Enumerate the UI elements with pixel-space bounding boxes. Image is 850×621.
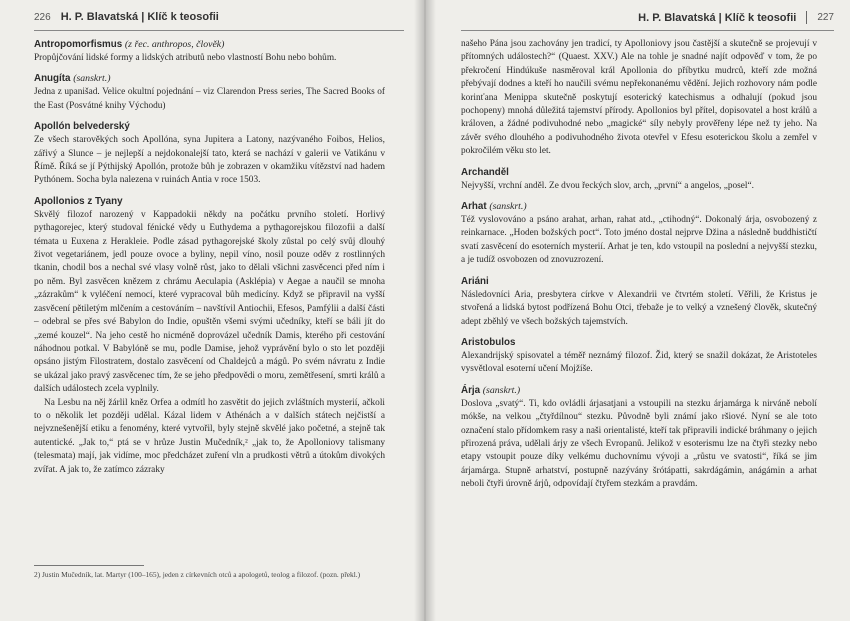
continued-paragraph: našeho Pána jsou zachovány jen tradicí, ty Apolloniovy jsou častější a skutečně se projevují v přítomných událostech?“ (Quaest. XXV.) Ale na tohle je snadné najít odpověď v tom, že po překročení Hindúkuše nasměroval král Apollonia do příbytku mudrců, kteří zde možná přebývají dodnes a kteří ho naučili svému nepřekonanému vědění. Jejich rozhovory nám podle korinťana Menippa skutečně poskytují esoterický katechismus a odhalují (pokud jsou pochopeny) mnohá důležitá tajemství přírody. Apollonios byl přítel, dopisovatel a host králů a královen, a žádné podivuhodné nebo „magické“ síly nebyly prověřeny lépe než ty jeho. Na závěr svého dlouhého a podivuhodného života otevřel v Efesu esoterickou školu a zemřel v pokročilém věku sto let. xyxy=(461,39,817,157)
continued-entry xyxy=(461,38,817,159)
right-running-head xyxy=(638,11,834,24)
entry-paragraph: Doslova „svatý“. Ti, kdo ovládli árjasatjani a vstoupili na stezku árjamárga k nirváně nebolí mókše, na velkou „čtyřdílnou“ stezku. Původně byli známí jako ršiové. Nyní se ale toto označení stalo přídomkem rasy a naši orientalisté, kteří tak připravili indické bráhmany o jejich přirozená práva, udělali árjy ze všech Evropanů. Jelikož v esoterismu lze na čtyři stezky nebo etapy vstoupit pouze díky velkému duchovnímu vývoji a „růstu ve svatosti“, říká se jim árjamárga. Stupně arhatství, postupně nazývány šrótápatti, sakrdágámin, anágámin a arhat neboli čtyři úrovně árjů, odpovídají čtyřem stezkám a pravdám. xyxy=(461,398,817,490)
right-page xyxy=(425,0,850,621)
book-gutter xyxy=(414,0,436,621)
left-column xyxy=(34,38,385,484)
entry-paragraph: Alexandrijský spisovatel a téměř neznámý filozof. Žid, který se snažil dokázat, že Aristoteles vysvětloval esoterní učení Mojžíše. xyxy=(461,350,817,375)
glossary-entry xyxy=(461,275,817,329)
entry-paragraph: Ze všech starověkých soch Apollóna, syna Jupitera a Latony, nazývaného Foibos, Helios, zářivý a Slunce – je nejlepší a nejdokonalejší tato, která se nachází v galerii ve Vatikánu v Římě. Říká se jí Pýthijský Apollón, protože bůh je zobrazen v okamžiku vítězství nad hadem Pythónem. Socha byla nalezena v ruinách Antia v roce 1503. xyxy=(34,135,385,186)
entry-term: Apollonios z Tyany xyxy=(34,195,123,207)
entry-paragraph: Nejvyšší, vrchní anděl. Ze dvou řeckých slov, arch, „první“ a angelos, „posel“. xyxy=(461,180,754,191)
entry-title xyxy=(34,72,385,86)
right-column xyxy=(461,38,817,499)
entry-paragraph: Propůjčování lidské formy a lidských atributů nebo vlastností Bohu nebo bohům. xyxy=(34,53,337,63)
right-page-number: 227 xyxy=(817,12,834,23)
right-running-head-text: H. P. Blavatská | Klíč k teosofii xyxy=(638,11,797,24)
entry-paragraph: Následovníci Aria, presbytera církve v Alexandrii ve čtvrtém století. Věřili, že Kristus je stvořená a lidská bytost podřízená Bohu Otci, třebaže je to velký a vznešený člověk, skutečný adept zběhlý ve všech božských tajemstvích. xyxy=(461,289,817,327)
right-header-rule xyxy=(461,30,834,31)
entry-term: Anugíta xyxy=(34,73,71,85)
entry-term: Ariáni xyxy=(461,275,489,287)
glossary-entry xyxy=(461,384,817,492)
entry-title xyxy=(461,275,817,289)
left-header-rule xyxy=(34,30,404,31)
glossary-entry xyxy=(34,195,385,477)
entry-term: Árja xyxy=(461,384,481,396)
footnote-rule xyxy=(34,565,144,566)
entry-note: (sanskrt.) xyxy=(73,73,111,85)
footnote: 2) Justin Mučedník, lat. Martyr (100–165), jeden z církevních otců a apologetů, teolog a filozof. (pozn. překl.) xyxy=(34,570,361,579)
entry-paragraph: Na Lesbu na něj žárlil kněz Orfea a odmítl ho zasvětit do jejich zvláštních mysterií, ačkoli to o několik let později udělal. Kázal lidem v Athénách a v dalších státech nejčistší a nejvznešenější etiku a fenomény, které vytvořil, byly stejně skvělé jako početné, a stejně tak autentické. „Jak to,“ ptá se v hrůze Justin Mučedník,² „jak to, že Apolloniovy talismany (telesmata) mají, jak vidíme, moc předcházet zuření vln a prudkosti větrů a útokům divokých zvířat. A jak to, že zatímco zázraky xyxy=(34,397,385,475)
entry-term: Arhat xyxy=(461,201,487,213)
entry-note: (z řec. anthropos, člověk) xyxy=(124,39,225,50)
left-running-head xyxy=(34,11,219,23)
entry-title xyxy=(461,384,817,398)
glossary-entry xyxy=(461,166,817,193)
left-page-number: 226 xyxy=(34,11,51,23)
left-running-head-text: H. P. Blavatská | Klíč k teosofii xyxy=(60,11,219,23)
entry-term: Aristobulos xyxy=(461,336,516,348)
glossary-entry xyxy=(461,336,817,377)
header-divider xyxy=(806,11,807,24)
entry-paragraph: Též vyslovováno a psáno arahat, arhan, rahat atd., „ctihodný“. Dokonalý árja, osvobozený z reinkarnace. „Hoden božských poct“. Toto jméno dostal nejprve Džina a následně buddhističtí svatí zasvěcení do esoterních mysterií. Arhat je ten, kdo vstoupil na poslední a nejvyšší stezku, a je tudíž osvobozen od znovuzrození. xyxy=(461,215,817,266)
entry-term: Apollón belvederský xyxy=(34,121,130,133)
entry-title xyxy=(34,120,385,134)
entry-term: Antropomorfismus xyxy=(34,39,123,50)
entry-note: (sanskrt.) xyxy=(489,201,527,213)
entry-paragraph: Skvělý filozof narozený v Kappadokii někdy na počátku prvního století. Horlivý pythagorejec, který studoval fénické vědy u Euthydema a pythagorejskou filozofii a další témata u Euxena z Herakleie. Podle zásad pythagorejské školy zůstal po celý svůj dlouhý život vegetariánem, jedl pouze ovoce a byliny, nepil víno, nosil pouze oděv z rostlinných tkanin, chodil bos a nechal své vlasy volně růst, jako to dělali všichni zasvěcenci před ním i po něm. Byl zasvěcen knězem z chrámu Aeculapia (Asklépia) v Aegae a naučil se mnoha „zázrakům“ k vyléčení nemocí, které vypracoval bůh medicíny. Když se připravil na vyšší zasvěcení pětiletým mlčením a cestováním – navštívil Antiochii, Efesos, Pamfýlii a další části – odebral se přes své Babylon do Indie, opuštěn všemi svými učedníky, kteří se báli jít do „zemé kouzel“. Na jeho cestě ho nicméně doprovázel učedník Damis, kterého při cestování náhodnou potkal. V Babylóně se mu, podle Damise, jehož vyprávění bylo o sto let později opsáno jistým Filostratem, dostalo zasvěcení od Chaldejců a mágů. Po svém návratu z Indie se ukázal jako pravý zasvěcenec tím, že se jeho předpovědi o moru, zemětřesení, smrti králů a dalších událostech zcela vyplnily. xyxy=(34,209,385,395)
glossary-entry xyxy=(34,120,385,188)
glossary-entry xyxy=(34,38,385,65)
glossary-entry xyxy=(34,72,385,113)
entry-paragraph: Jedna z upanišad. Velice okultní pojednání – viz Clarendon Press series, The Sacred Books of the East (Posvátné knihy Východu) xyxy=(34,87,385,111)
entry-title xyxy=(461,200,817,214)
entry-title xyxy=(461,336,817,350)
entry-note: (sanskrt.) xyxy=(482,384,521,396)
entry-title xyxy=(34,195,385,209)
entry-title xyxy=(34,38,385,52)
glossary-entry xyxy=(461,200,817,268)
entry-title xyxy=(461,166,817,180)
entry-term: Archanděl xyxy=(461,166,509,178)
